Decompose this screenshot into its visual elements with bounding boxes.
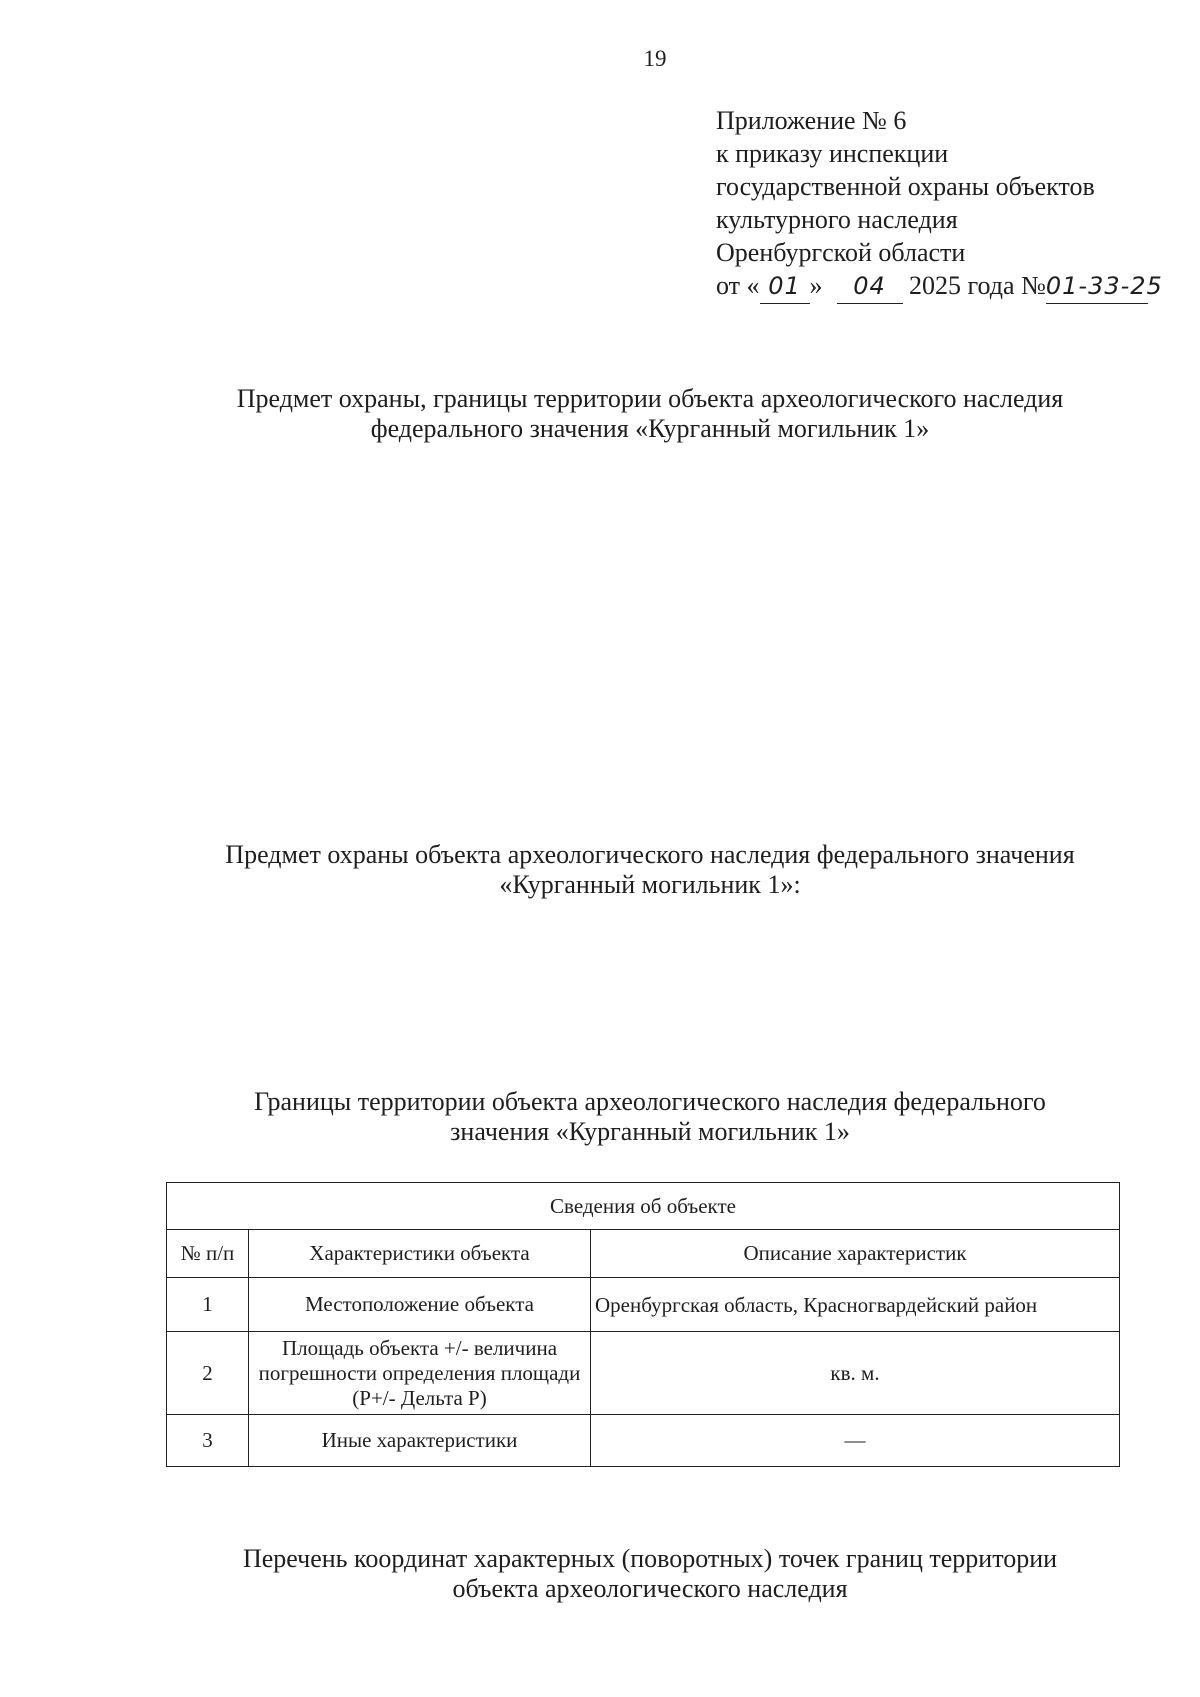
object-info-table xyxy=(166,1182,1120,1467)
row-description: — xyxy=(591,1415,1120,1467)
protection-subject-line-1: Предмет охраны объекта археологического наследия федерального значения xyxy=(225,840,1075,869)
coordinates-heading xyxy=(0,1544,1200,1604)
borders-heading-line-1: Границы территории объекта археологического наследия федерального xyxy=(254,1087,1046,1116)
appendix-line-authority: государственной охраны объектов xyxy=(716,172,1095,201)
appendix-line-region: Оренбургской области xyxy=(716,238,966,267)
row-num: 2 xyxy=(167,1332,249,1415)
row-characteristic: Местоположение объекта xyxy=(249,1278,591,1332)
header-description: Описание характеристик xyxy=(591,1230,1120,1278)
coordinates-heading-line-2: объекта археологического наследия xyxy=(452,1574,848,1603)
borders-heading-line-2: значения «Курганный могильник 1» xyxy=(450,1117,850,1146)
appendix-title: Приложение № 6 xyxy=(716,106,907,135)
appendix-date-line xyxy=(716,269,1163,304)
header-characteristic: Характеристики объекта xyxy=(249,1230,591,1278)
table-header-row xyxy=(167,1230,1120,1278)
main-heading-line-2: федерального значения «Курганный могильник 1» xyxy=(370,414,930,443)
table-row xyxy=(167,1278,1120,1332)
row-description xyxy=(591,1278,1120,1332)
date-year: 2025 года № xyxy=(909,271,1046,300)
date-mid: » xyxy=(809,271,823,300)
protection-subject-line-2: «Курганный могильник 1»: xyxy=(499,870,801,899)
row-characteristic: Иные характеристики xyxy=(249,1415,591,1467)
row-description: кв. м. xyxy=(591,1332,1120,1415)
appendix-line-heritage: культурного наследия xyxy=(716,205,958,234)
protection-subject-heading xyxy=(0,840,1200,900)
main-heading-line-1: Предмет охраны, границы территории объекта археологического наследия xyxy=(236,384,1064,413)
row-num: 1 xyxy=(167,1278,249,1332)
table-row xyxy=(167,1332,1120,1415)
table-row xyxy=(167,1415,1120,1467)
coordinates-heading-line-1: Перечень координат характерных (поворотных) точек границ территории xyxy=(242,1544,1058,1573)
handwritten-day: 01 xyxy=(760,270,810,304)
handwritten-month: 04 xyxy=(837,270,903,304)
main-heading xyxy=(0,384,1200,444)
header-num: № п/п xyxy=(167,1230,249,1278)
page-number: 19 xyxy=(643,46,667,71)
appendix-line-order: к приказу инспекции xyxy=(716,139,949,168)
table-caption: Сведения об объекте xyxy=(167,1183,1120,1230)
handwritten-order-number: 01-33-25 xyxy=(1046,270,1148,304)
date-prefix: от « xyxy=(716,271,760,300)
appendix-block xyxy=(716,104,1163,304)
table-caption-row xyxy=(167,1183,1120,1230)
row-num: 3 xyxy=(167,1415,249,1467)
borders-heading xyxy=(0,1087,1200,1147)
row-characteristic: Площадь объекта +/- величина погрешности определения площади (P+/- Дельта P) xyxy=(249,1332,591,1415)
location-text: Оренбургская область, Красногвардейский район xyxy=(595,1292,1038,1317)
